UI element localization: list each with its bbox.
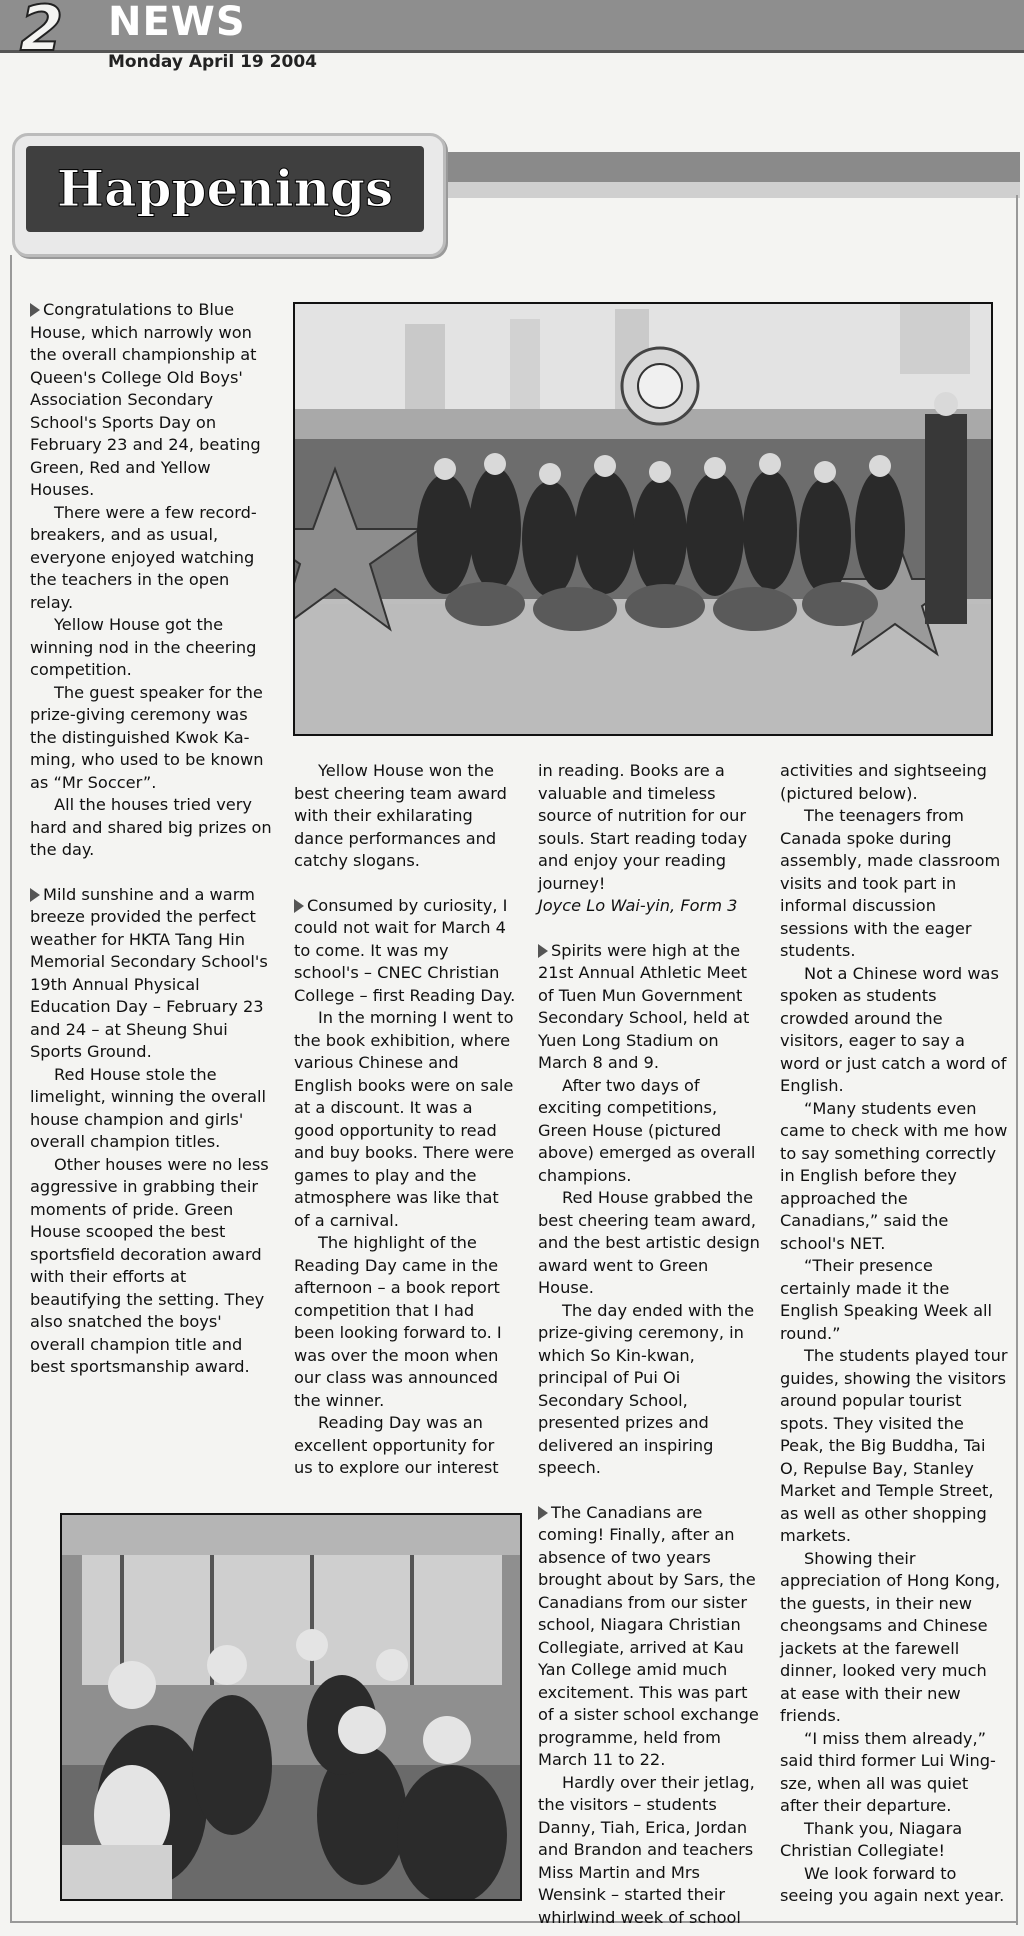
column-1 bbox=[30, 299, 272, 1379]
article-canadians-lead bbox=[538, 1502, 760, 1772]
article-tuen-mun-p2: After two days of exciting competitions, Green House (pictured above) emerged as overall champions. bbox=[538, 1075, 756, 1185]
article-sports-day-qc-p4: The guest speaker for the prize-giving ceremony was the distinguished Kwok Ka-ming, who used to be known as “Mr Soccer”. bbox=[30, 682, 264, 792]
article-hkta-p4: Yellow House won the best cheering team award with their exhilarating dance performances and catchy slogans. bbox=[294, 761, 507, 870]
article-tuen-mun-p3: Red House grabbed the best cheering team award, and the best artistic design award went to Green House. bbox=[538, 1188, 760, 1297]
frame-line-right bbox=[1016, 195, 1018, 1925]
article-canadians-p8: The students played tour guides, showing the visitors around popular tourist spots. They visited the Peak, the Big Buddha, Tai O, Repulse Bay, Stanley Market and Temple Street, as well as other shopping markets. bbox=[780, 1346, 1008, 1545]
article-reading-day-byline: Joyce Lo Wai-yin, Form 3 bbox=[538, 896, 738, 915]
article-canadians-p9: Showing their appreciation of Hong Kong, the guests, in their new cheongsams and Chinese jackets at the farewell dinner, looked very much at ease with their new friends. bbox=[780, 1548, 1001, 1725]
article-marker-icon bbox=[30, 303, 40, 317]
article-canadians-p6: “Many students even came to check with me how to say something correctly in English before they approached the Canadians,” said the school's NET. bbox=[780, 1098, 1008, 1253]
frame-line-left bbox=[10, 255, 12, 1923]
article-reading-day-p2: In the morning I went to the book exhibition, where various Chinese and English books were on sale at a discount. It was a good opportunity to read and buy books. There were games to play and the atmosphere was like that of a carnival. bbox=[294, 1008, 515, 1230]
article-hkta-p1: Mild sunshine and a warm breeze provided the perfect weather for HKTA Tang Hin Memorial Secondary School's 19th Annual Physical Education Day – February 23 and 24 – at Sheung Shui Sports Ground. bbox=[30, 884, 268, 1061]
article-reading-day-p1: Consumed by curiosity, I could not wait for March 4 to come. It was my school's – CNEC Christian College – first Reading Day. bbox=[294, 895, 516, 1005]
article-hkta-p3: Other houses were no less aggressive in grabbing their moments of pride. Green House scooped the best sportsfield decoration award with their efforts at beautifying the setting. They also snatched the boys' overall champion title and best sportsmanship award. bbox=[30, 1154, 269, 1376]
frame-line-bottom bbox=[10, 1921, 1018, 1923]
banner-stripe bbox=[410, 152, 1020, 182]
column-3 bbox=[538, 760, 760, 1929]
article-marker-icon bbox=[538, 1506, 548, 1520]
banner-stripe-light bbox=[410, 182, 1020, 198]
article-reading-day-p5: in reading. Books are a valuable and timeless source of nutrition for our souls. Start reading today and enjoy your reading journey! bbox=[538, 761, 748, 893]
article-canadians-p12: We look forward to seeing you again next year. bbox=[780, 1863, 1005, 1905]
article-reading-day-p3: The highlight of the Reading Day came in the afternoon – a book report competition that I had been looking forward to. I was over the moon when our class was announced the winner. bbox=[294, 1233, 502, 1410]
sports-day-photo bbox=[293, 302, 993, 736]
sports-day-photo-image bbox=[295, 304, 991, 734]
article-sports-day-qc-p2: There were a few record-breakers, and as usual, everyone enjoyed watching the teachers in the open relay. bbox=[30, 502, 257, 612]
article-marker-icon bbox=[294, 899, 304, 913]
page-number: 2 bbox=[20, 0, 64, 65]
boat-trip-photo-image bbox=[62, 1515, 520, 1899]
boat-trip-photo bbox=[60, 1513, 522, 1901]
article-tuen-mun-lead bbox=[538, 940, 760, 1075]
article-reading-day-lead bbox=[294, 895, 516, 1008]
article-hkta-p2: Red House stole the limelight, winning the overall house champion and girls' overall champion titles. bbox=[30, 1064, 267, 1151]
article-sports-day-qc-p5: All the houses tried very hard and shared big prizes on the day. bbox=[30, 795, 272, 859]
issue-date: Monday April 19 2004 bbox=[108, 52, 317, 72]
article-canadians-p7: “Their presence certainly made it the English Speaking Week all round.” bbox=[780, 1256, 992, 1343]
article-canadians-p2: Hardly over their jetlag, the visitors – students Danny, Tiah, Erica, Jordan and Brandon and teachers Miss Martin and Mrs Wensink – started their whirlwind week of school bbox=[538, 1772, 755, 1927]
column-2 bbox=[294, 760, 516, 1480]
article-marker-icon bbox=[538, 944, 548, 958]
article-tuen-mun-p4: The day ended with the prize-giving ceremony, in which So Kin-kwan, principal of Pui Oi Secondary School, presented prizes and delivered an inspiring speech. bbox=[538, 1300, 755, 1477]
article-sports-day-qc-p1: Congratulations to Blue House, which narrowly won the overall championship at Queen's College Old Boys' Association Secondary School's Sports Day on February 23 and 24, beating Green, Red and Yellow Houses. bbox=[30, 300, 261, 499]
article-hkta-lead bbox=[30, 884, 272, 1064]
column-4 bbox=[780, 760, 1008, 1908]
article-reading-day-p4: Reading Day was an excellent opportunity for us to explore our interest bbox=[294, 1413, 499, 1477]
article-canadians-p1: The Canadians are coming! Finally, after an absence of two years brought about by Sars, the Canadians from our sister school, Niagara Christian Collegiate, arrived at Kau Yan College amid much excitement. This was part of a sister school exchange programme, held from March 11 to 22. bbox=[538, 1502, 759, 1769]
article-sports-day-qc-lead bbox=[30, 299, 272, 502]
article-canadians-p11: Thank you, Niagara Christian Collegiate! bbox=[780, 1818, 963, 1860]
article-tuen-mun-p1: Spirits were high at the 21st Annual Athletic Meet of Tuen Mun Government Secondary School, held at Yuen Long Stadium on March 8 and 9. bbox=[538, 940, 750, 1072]
article-marker-icon bbox=[30, 888, 40, 902]
article-canadians-p4: The teenagers from Canada spoke during assembly, made classroom visits and took part in informal discussion sessions with the eager students. bbox=[780, 806, 1001, 960]
article-sports-day-qc-p3: Yellow House got the winning nod in the cheering competition. bbox=[30, 615, 257, 679]
article-canadians-p10: “I miss them already,” said third former Lui Wing-sze, when all was quiet after their departure. bbox=[780, 1728, 996, 1815]
article-canadians-p5: Not a Chinese word was spoken as students crowded around the visitors, eager to say a word or just catch a word of English. bbox=[780, 963, 1007, 1095]
section-title: Happenings bbox=[56, 159, 394, 218]
section-label: NEWS bbox=[108, 0, 246, 45]
article-canadians-p3: activities and sightseeing (pictured below). bbox=[780, 761, 987, 803]
